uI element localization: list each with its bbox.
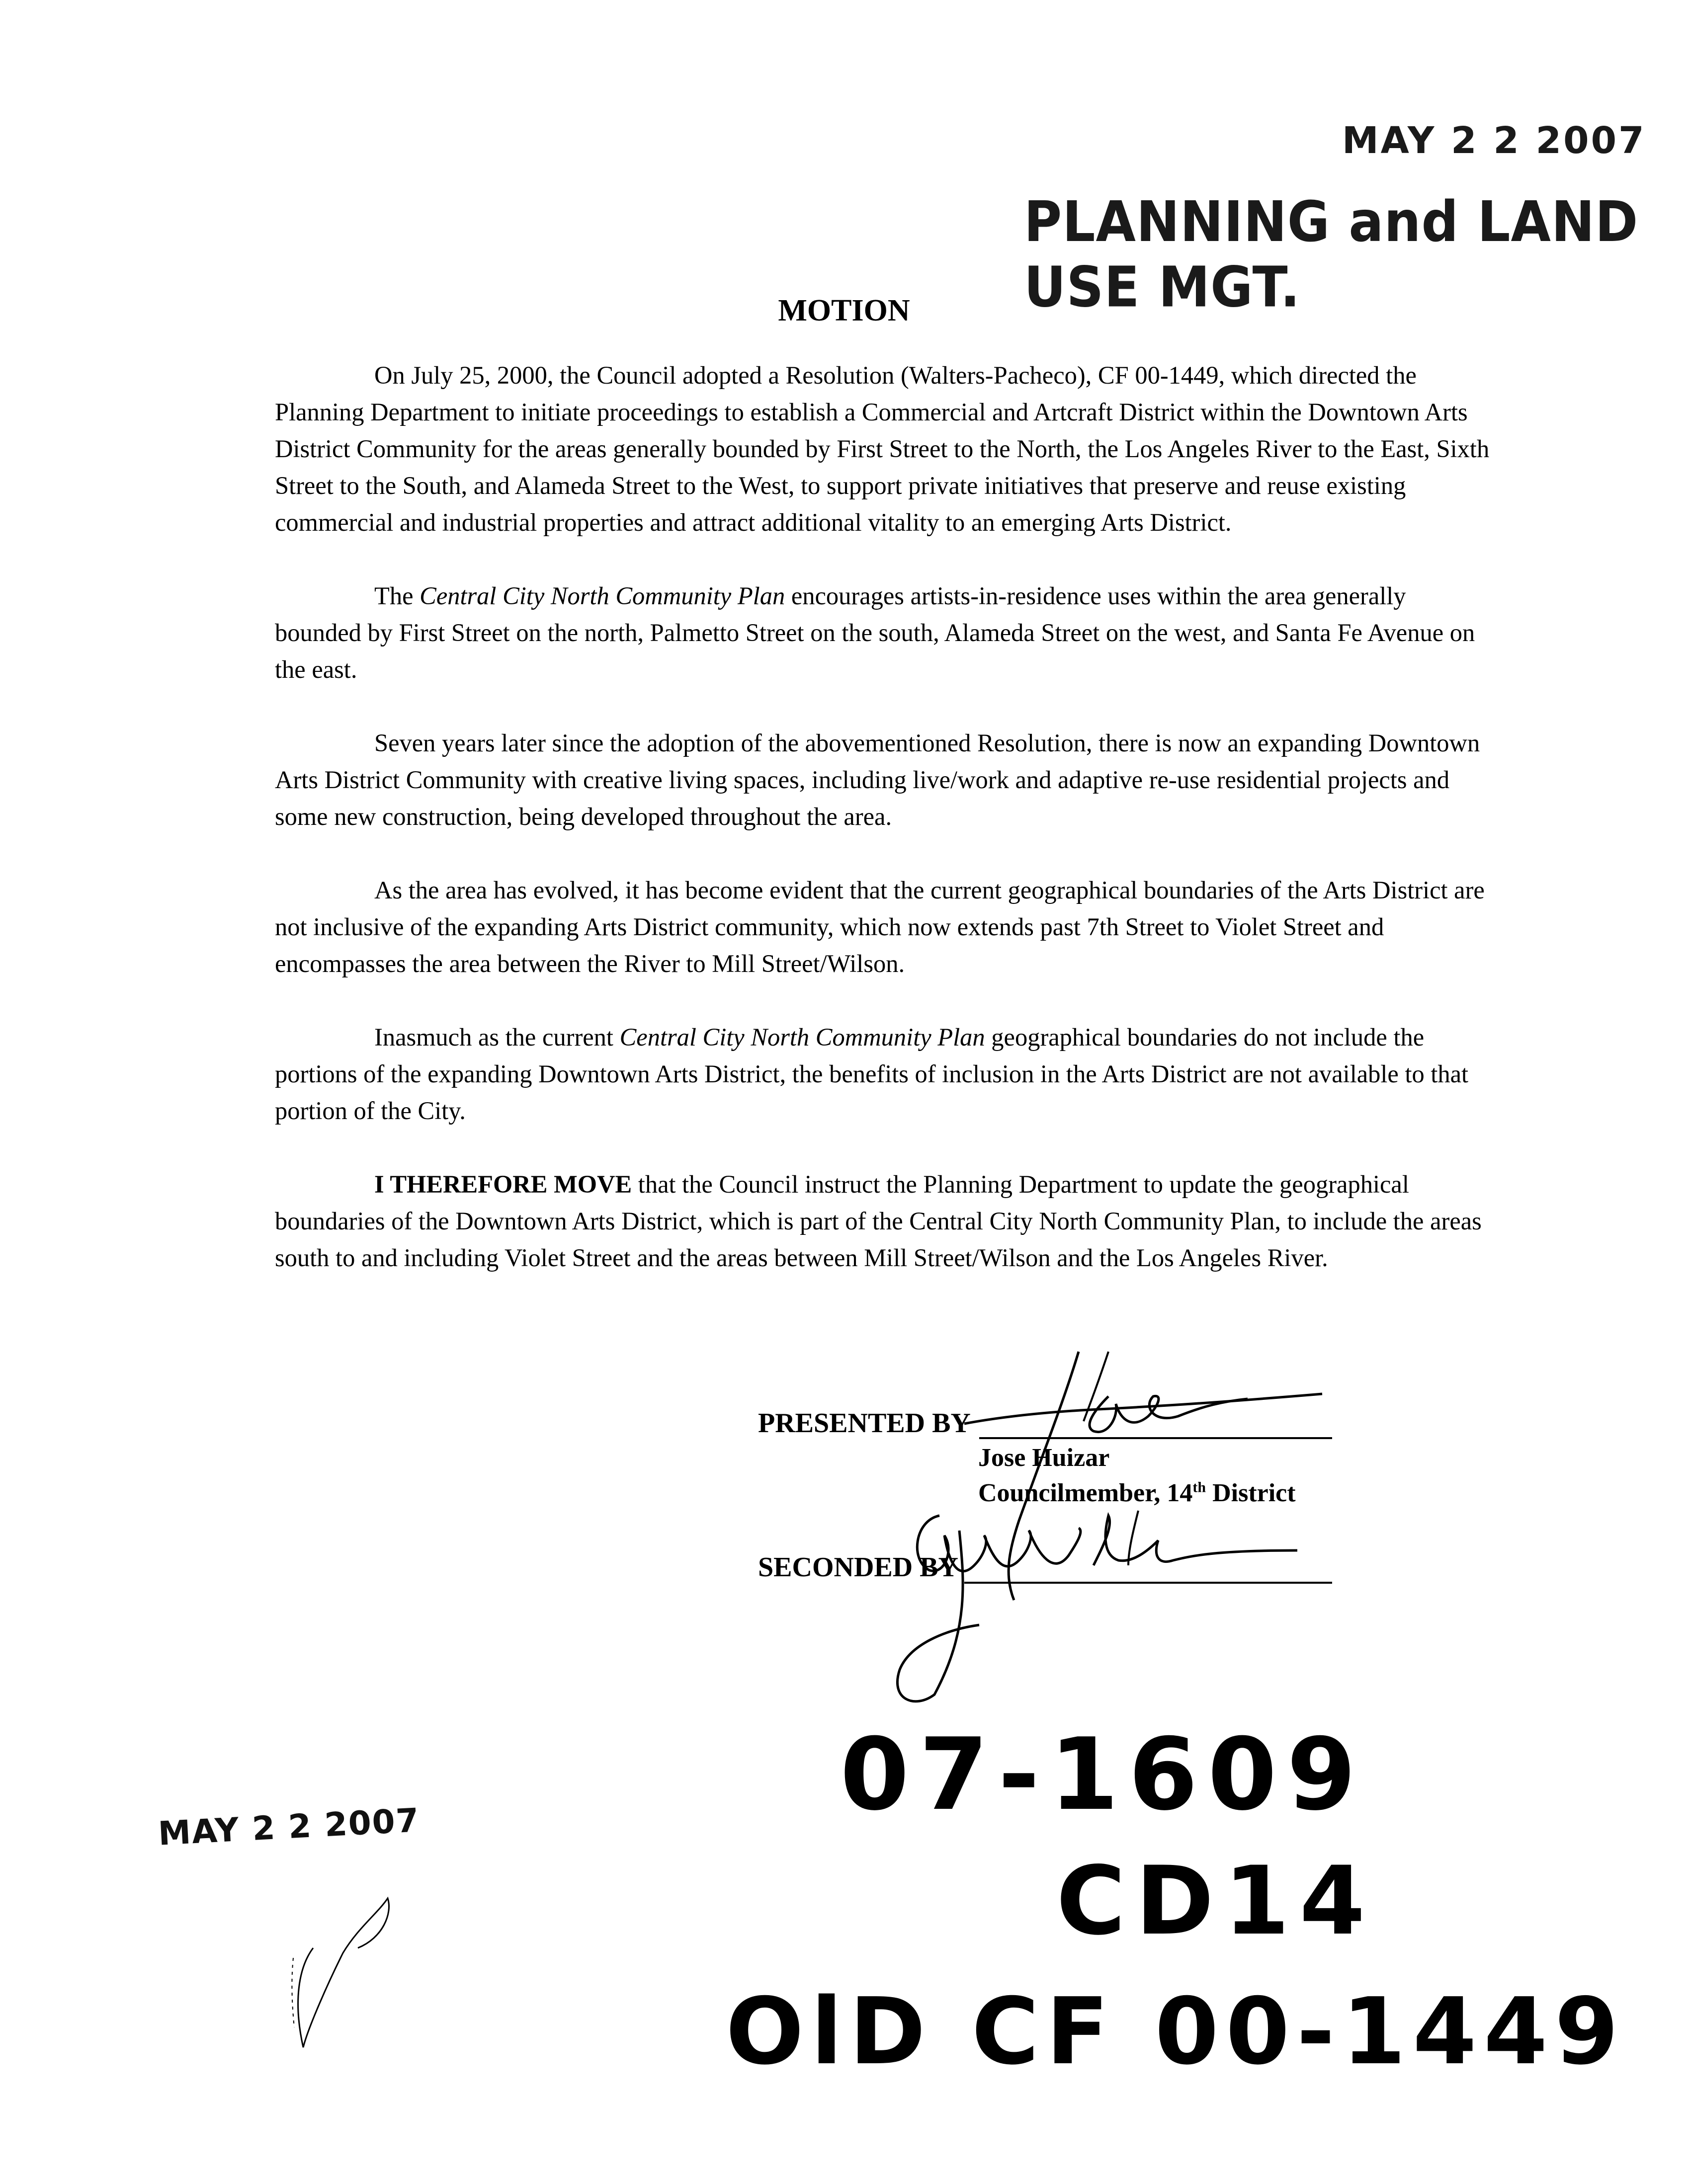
lower-date-stamp: MAY 2 2 2007: [157, 1801, 421, 1853]
presenter-title: Councilmember, 14th District: [978, 1479, 1296, 1507]
document-title: MOTION: [778, 294, 910, 327]
plan-name: Central City North Community Plan: [420, 582, 785, 610]
paragraph-inasmuch: Inasmuch as the current Central City North Community Plan geographical boundaries do not include the portions of the expanding Downtown Arts District, the benefits of inclusion in the Arts District are not available to that portion of the City.: [275, 1023, 1469, 1125]
paragraph-community-plan: The Central City North Community Plan encourages artists-in-residence uses within the area generally bounded by First Street on the north, Palmetto Street on the south, Alameda Street on the west, and Santa Fe Avenue on the east.: [275, 582, 1475, 683]
paragraph-evolved: As the area has evolved, it has become evident that the current geographical boundaries of the Arts District are not inclusive of the expanding Arts District community, which now extends past 7th Street to Violet Street and encompasses the area between the River to Mill Street/Wilson.: [275, 876, 1485, 977]
motion-body: [275, 357, 1498, 1313]
move-lead: I THEREFORE MOVE: [374, 1170, 632, 1198]
paragraph-therefore-move: I THEREFORE MOVE that the Council instruct the Planning Department to update the geographical boundaries of the Downtown Arts District, which is part of the Central City North Community Plan, to include the areas south to and including Violet Street and the areas between Mill Street/Wilson and the Los Angeles River.: [275, 1170, 1482, 1272]
paragraph-resolution: On July 25, 2000, the Council adopted a Resolution (Walters-Pacheco), CF 00-1449, which directed the Planning Department to initiate proceedings to establish a Commercial and Artcraft District within the Downtown Arts District Community for the areas generally bounded by First Street to the North, the Los Angeles River to the East, Sixth Street to the South, and Alameda Street to the West, to support private initiatives that preserve and reuse existing commercial and industrial properties and attract additional vitality to an emerging Arts District.: [275, 361, 1490, 536]
seconded-by-label: SECONDED BY: [758, 1552, 958, 1583]
department-stamp: PLANNING and LAND USE MGT.: [1024, 189, 1639, 320]
seconder-signature: [870, 1501, 1317, 1709]
handwritten-file-number: 07-1609: [840, 1717, 1366, 1833]
presented-by-label: PRESENTED BY: [758, 1408, 971, 1439]
plan-name: Central City North Community Plan: [619, 1023, 985, 1051]
handwritten-initials: [283, 1883, 413, 2062]
paragraph-seven-years: Seven years later since the adoption of the abovementioned Resolution, there is now an expanding Downtown Arts District Community with creative living spaces, including live/work and adaptive re-use residential projects and some new construction, being developed throughout the area.: [275, 729, 1480, 830]
handwritten-old-cf-number: OlD CF 00-1449: [726, 1978, 1626, 2085]
presenter-name: Jose Huizar: [978, 1444, 1110, 1472]
received-date-stamp: MAY 2 2 2007: [1342, 119, 1646, 162]
handwritten-council-district: CD14: [1056, 1846, 1375, 1956]
